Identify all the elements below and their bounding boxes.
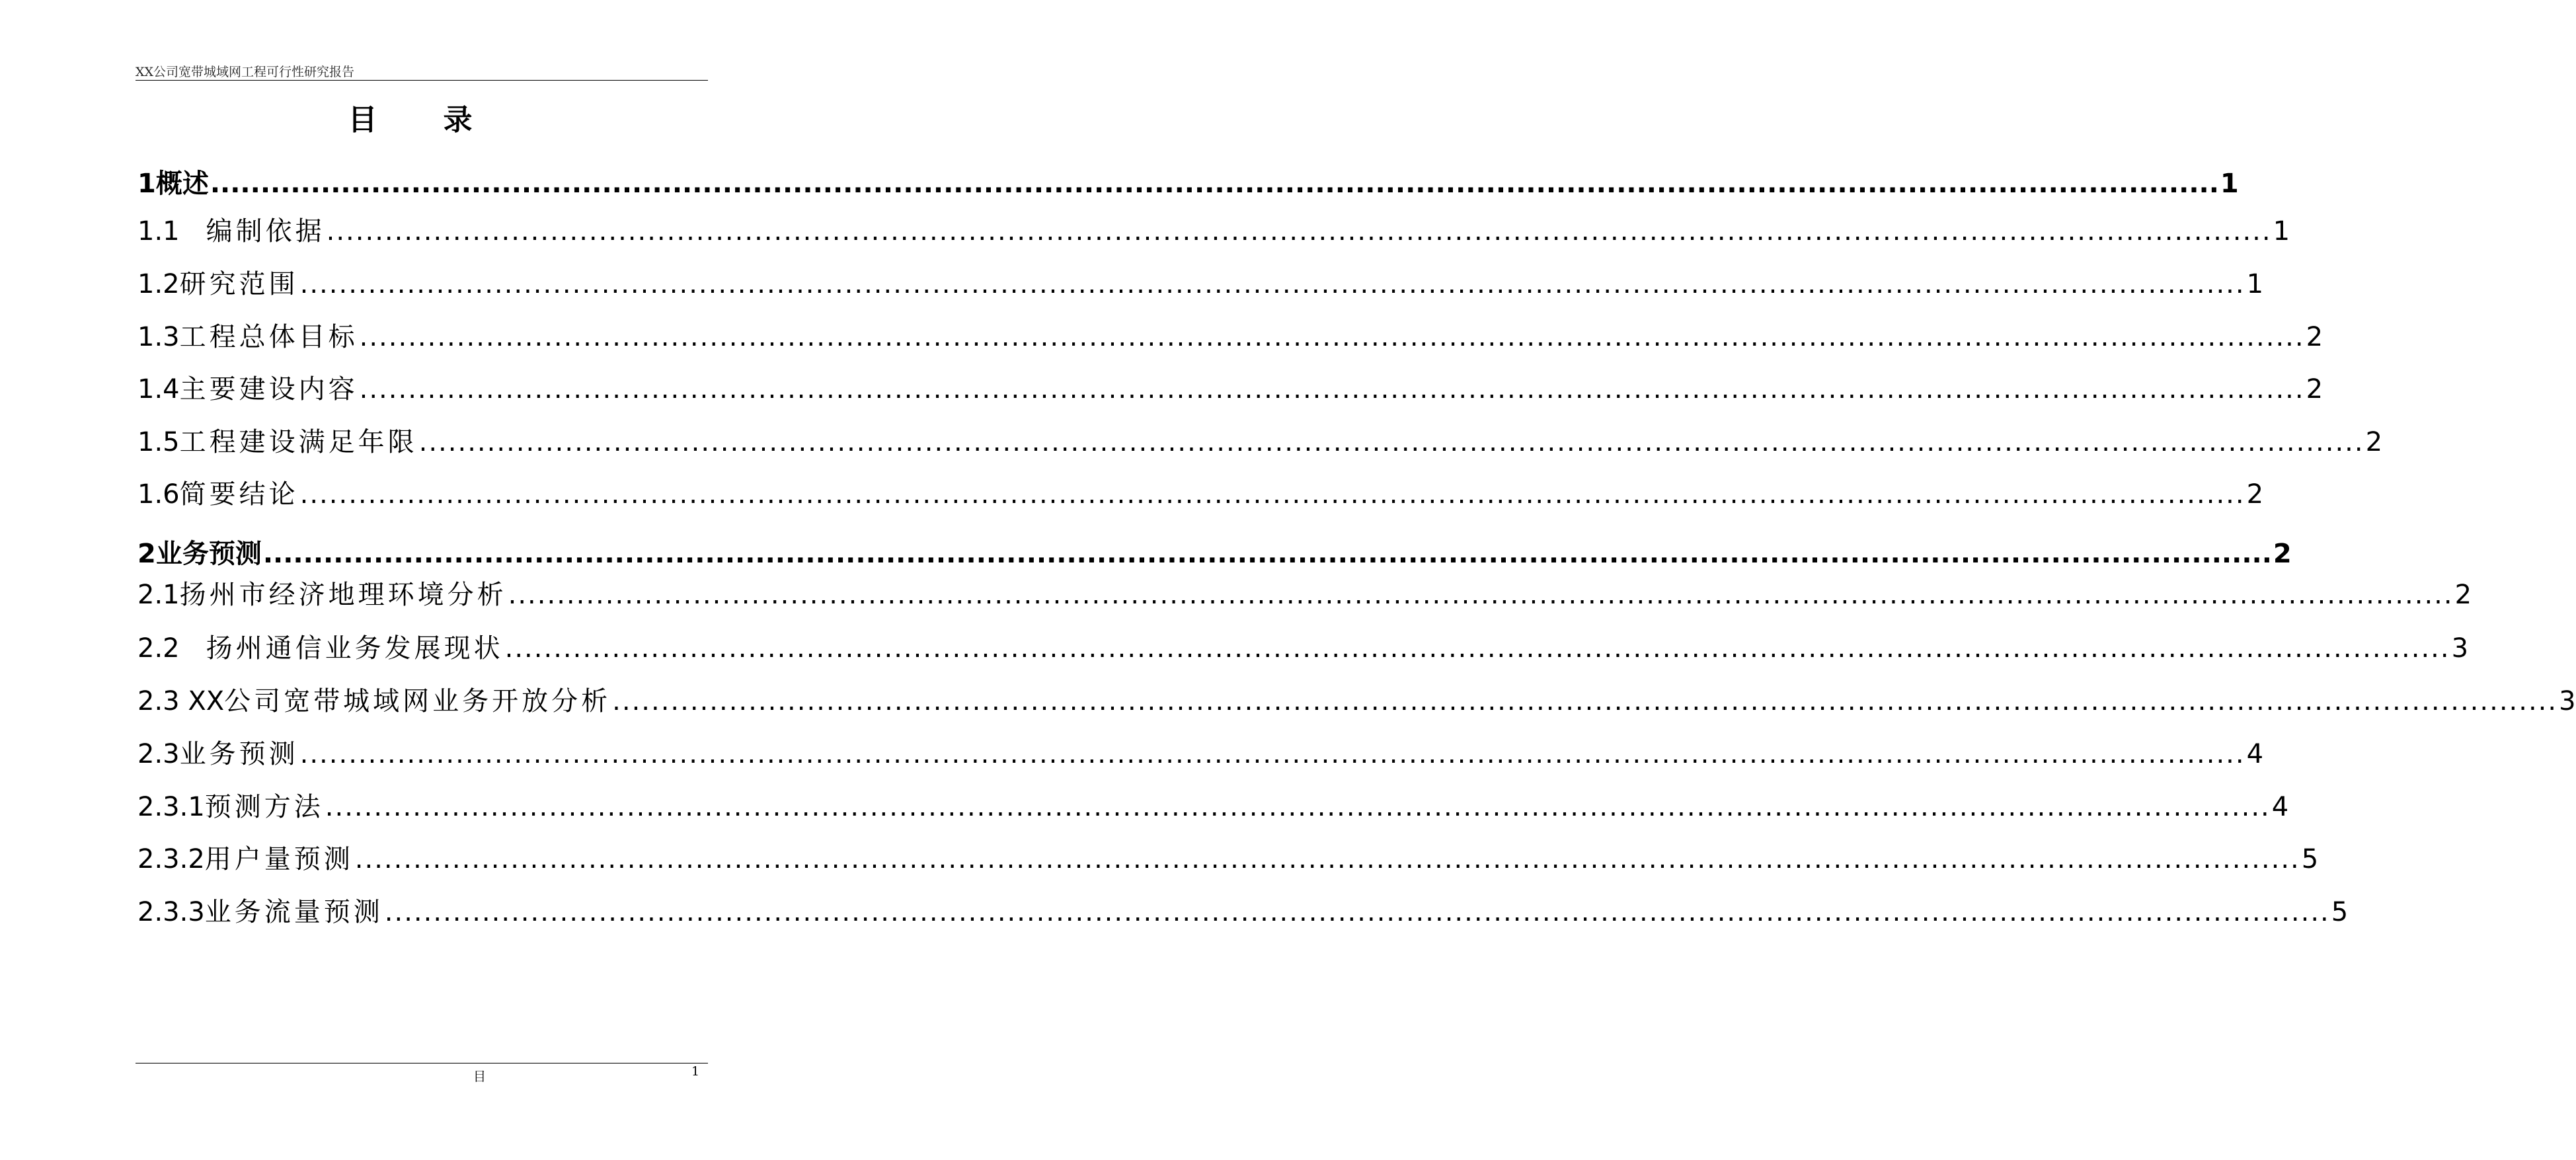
toc-entry[interactable] [137,786,2289,823]
toc-entry-number: 1.4 [137,374,180,405]
toc-entry-page: 4 [2271,792,2289,822]
toc-dot-leader: ........................................................................................................................................................................................................ [359,374,2305,405]
toc-entry[interactable] [137,627,2469,664]
toc-entry-page: 2 [2306,374,2323,405]
toc-entry-label: 业务预测 [179,739,299,769]
toc-entry[interactable] [137,316,2323,353]
toc-entry-number: 2.3 [137,739,180,769]
toc-entry-page: 4 [2246,739,2264,769]
toc-entry-page: 1 [2273,216,2290,247]
toc-entry-page: 3 [2451,633,2469,664]
toc-dot-leader: ........................................................................................................................................................................................................ [418,427,2364,457]
toc-entry-label: 预测方法 [204,792,324,822]
toc-entry[interactable] [137,733,2264,770]
toc-entry[interactable] [137,533,2292,570]
footer-section-label: 目 [473,1069,487,1084]
toc-entry-page: 2 [2306,322,2323,352]
toc-entry[interactable] [137,421,2383,458]
toc-entry-label: 工程总体目标 [179,322,358,352]
toc-entry-page: 2 [2454,580,2472,610]
toc-entry-number: 2.3.3 [137,897,205,927]
toc-dot-leader: ........................................................................................................................................................................................................ [359,322,2305,352]
toc-entry-page: 5 [2331,897,2349,927]
toc-entry-label: 编制依据 [206,216,325,247]
toc-entry[interactable] [137,680,2576,717]
toc-entry-number: 1 [137,169,156,199]
toc-entry-label: 扬州通信业务发展现状 [206,633,504,664]
toc-dot-leader: ........................................................................................................................................................................................................ [299,269,2245,299]
toc-dot-leader: ........................................................................................................................................................................................................ [612,686,2558,716]
toc-entry-number: 1.1 [137,216,206,247]
toc-entry[interactable] [137,891,2349,928]
toc-entry-number: 2.2 [137,633,206,664]
toc-entry-page: 1 [2220,169,2239,199]
toc-entry-page: 3 [2559,686,2576,716]
toc-entry-number: 2.3.2 [137,844,205,874]
header-title: XX公司宽带城域网工程可行性研究报告 [136,65,355,79]
toc-entry-label: 公司宽带城域网业务开放分析 [224,686,611,716]
toc-entry-number: 2.3.1 [137,792,205,822]
toc-entry-label: 主要建设内容 [179,374,358,405]
toc-entry-page: 2 [2365,427,2383,457]
toc-entry-page: 2 [2273,539,2292,569]
toc-dot-leader: ........................................................................................................................................................................................................ [210,169,2219,199]
toc-dot-leader: ........................................................................................................................................................................................................ [326,216,2272,247]
toc-dot-leader: ........................................................................................................................................................................................................ [508,580,2454,610]
toc-dot-leader: ........................................................................................................................................................................................................ [325,792,2271,822]
toc-entry-label: 业务预测 [155,539,262,569]
toc-title: 目录 [348,103,539,137]
toc-dot-leader: ........................................................................................................................................................................................................ [384,897,2330,927]
toc-dot-leader: ........................................................................................................................................................................................................ [354,844,2300,874]
toc-entry-label: 概述 [155,169,209,199]
toc-entry-label: 用户量预测 [204,844,354,874]
toc-entry[interactable] [137,263,2264,300]
toc-entry[interactable] [137,210,2290,247]
toc-entry-page: 1 [2246,269,2264,299]
toc-entry-label: 研究范围 [179,269,299,299]
toc-entry[interactable] [137,574,2472,611]
toc-entry-number: 2.3 XX [137,686,225,716]
toc-entry-page: 5 [2301,844,2319,874]
toc-entry[interactable] [137,473,2264,510]
toc-entry-label: 业务流量预测 [204,897,383,927]
toc-entry-number: 2.1 [137,580,180,610]
toc-entry-number: 2 [137,539,156,569]
toc-entry-page: 2 [2246,479,2264,510]
toc-dot-leader: ........................................................................................................................................................................................................ [299,479,2245,510]
toc-entry-number: 1.3 [137,322,180,352]
footer-page-number: 1 [691,1064,700,1079]
toc-entry[interactable] [137,163,2239,200]
toc-dot-leader: ........................................................................................................................................................................................................ [262,539,2272,569]
toc-entry-label: 扬州市经济地理环境分析 [179,580,507,610]
toc-entry[interactable] [137,838,2319,875]
toc-entry[interactable] [137,368,2323,405]
toc-entry-label: 简要结论 [179,479,299,510]
toc-dot-leader: ........................................................................................................................................................................................................ [299,739,2245,769]
toc-entry-label: 工程建设满足年限 [179,427,418,457]
toc-entry-number: 1.2 [137,269,180,299]
toc-dot-leader: ........................................................................................................................................................................................................ [504,633,2450,664]
header-divider [136,80,708,81]
toc-entry-number: 1.6 [137,479,180,510]
toc-entry-number: 1.5 [137,427,180,457]
